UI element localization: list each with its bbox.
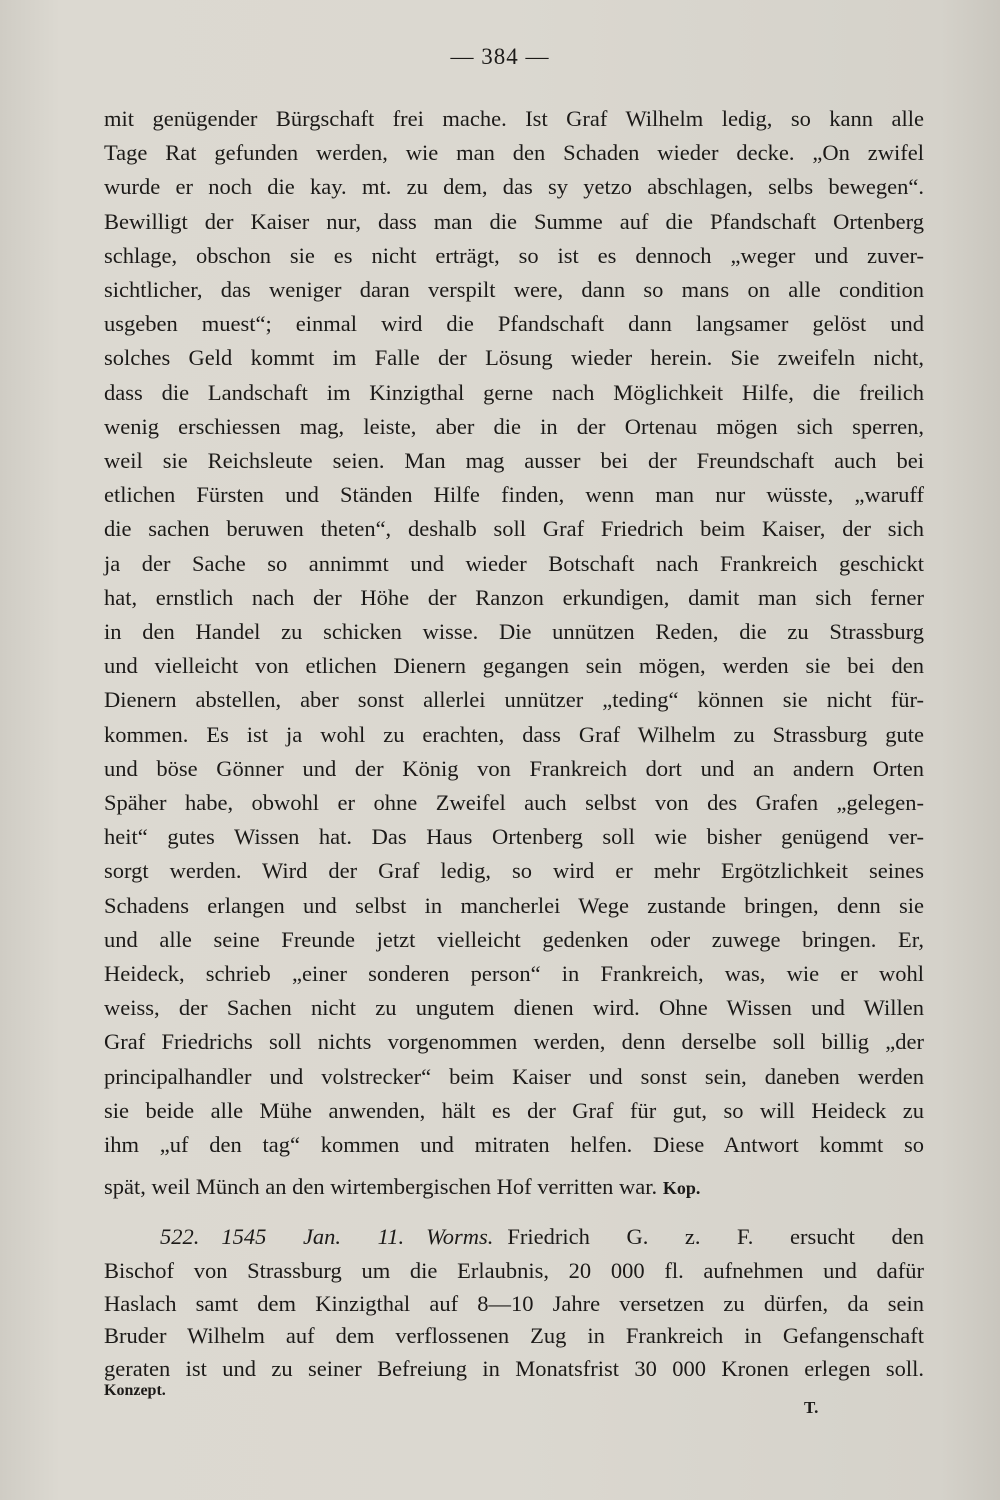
text-line: und alle seine Freunde jetzt vielleicht gedenken oder zuwege bringen. Er,: [104, 926, 924, 952]
text-line: wurde er noch die kay. mt. zu dem, das sy yetzo abschlagen, selbs bewegen“.: [104, 174, 924, 200]
entry-first-line-text: Friedrich G. z. F. ersucht den: [507, 1224, 924, 1249]
text-line: wenig erschiessen mag, leiste, aber die in der Ortenau mögen sich sperren,: [104, 413, 924, 439]
text-line: Schadens erlangen und selbst in mancherlei Wege zustande bringen, denn sie: [104, 892, 924, 918]
text-line: in den Handel zu schicken wisse. Die unnützen Reden, die zu Strassburg: [104, 619, 924, 644]
text-line: solches Geld kommt im Falle der Lösung wieder herein. Sie zweifeln nicht,: [104, 345, 924, 371]
source-note-konzept: Konzept.: [104, 1382, 166, 1399]
text-line: Heideck, schrieb „einer sonderen person“ in Frankreich, was, wie er wohl: [104, 961, 924, 986]
text-line: sichtlicher, das weniger daran verspilt were, dann so mans on alle condition: [104, 277, 924, 302]
text-line: etlichen Fürsten und Ständen Hilfe finden, wenn man nur wüsste, „waruff: [104, 482, 924, 508]
text-line: Dienern abstellen, aber sonst allerlei unnützer „teding“ können sie nicht für-: [104, 687, 924, 713]
entry-text-line: geraten ist und zu seiner Befreiung in Monatsfrist 30 000 Kronen erlegen soll.: [104, 1355, 924, 1381]
paragraph-last-line: [104, 1172, 924, 1203]
text-line: kommen. Es ist ja wohl zu erachten, dass Graf Wilhelm zu Strassburg gute: [104, 721, 924, 747]
entry-place: Worms.: [426, 1224, 494, 1249]
text-line: ihm „uf den tag“ kommen und mitraten helfen. Diese Antwort kommt so: [104, 1132, 924, 1157]
text-line: Tage Rat gefunden werden, wie man den Schaden wieder decke. „On zwifel: [104, 140, 924, 166]
paragraph-last-text: spät, weil Münch an den wirtembergischen Hof verritten war.: [104, 1174, 658, 1199]
text-line: ja der Sache so annimmt und wieder Botschaft nach Frankreich geschickt: [104, 550, 924, 576]
text-line: und böse Gönner und der König von Frankreich dort und an andern Orten: [104, 755, 924, 781]
source-note-kop: Kop.: [662, 1178, 701, 1198]
text-line: sorgt werden. Wird der Graf ledig, so wird er mehr Ergötzlichkeit seines: [104, 858, 924, 884]
text-line: die sachen beruwen theten“, deshalb soll Graf Friedrich beim Kaiser, der sich: [104, 516, 924, 542]
text-line: mit genügender Bürgschaft frei mache. Ist Graf Wilhelm ledig, so kann alle: [104, 106, 924, 131]
text-line: weil sie Reichsleute seien. Man mag ausser bei der Freundschaft auch bei: [104, 448, 924, 473]
entry-heading-line: [104, 1222, 924, 1252]
text-line: hat, ernstlich nach der Höhe der Ranzon erkundigen, damit man sich ferner: [104, 584, 924, 610]
text-line: Bewilligt der Kaiser nur, dass man die Summe auf die Pfandschaft Ortenberg: [104, 208, 924, 234]
entry-text-line: Bruder Wilhelm auf dem verflossenen Zug in Frankreich in Gefangenschaft: [104, 1323, 924, 1348]
text-line: principalhandler und volstrecker“ beim Kaiser und sonst sein, daneben werden: [104, 1063, 924, 1089]
text-line: dass die Landschaft im Kinzigthal gerne nach Möglichkeit Hilfe, die freilich: [104, 379, 924, 405]
entry-date: 1545 Jan. 11.: [221, 1224, 405, 1249]
text-line: usgeben muest“; einmal wird die Pfandschaft dann langsamer gelöst und: [104, 311, 924, 337]
text-line: Späher habe, obwohl er ohne Zweifel auch selbst von des Grafen „gelegen-: [104, 790, 924, 815]
entry-text-line: Haslach samt dem Kinzigthal auf 8—10 Jahre versetzen zu dürfen, da sein: [104, 1290, 924, 1316]
text-line: Graf Friedrichs soll nichts vorgenommen werden, denn derselbe soll billig „der: [104, 1029, 924, 1055]
text-line: heit“ gutes Wissen hat. Das Haus Ortenberg soll wie bisher genügend ver-: [104, 824, 924, 850]
text-line: weiss, der Sachen nicht zu ungutem dienen wird. Ohne Wissen und Willen: [104, 995, 924, 1021]
text-line: und vielleicht von etlichen Dienern gegangen sein mögen, werden sie bei den: [104, 653, 924, 679]
entry-text-line: Bischof von Strassburg um die Erlaubnis, 20 000 fl. aufnehmen und dafür: [104, 1258, 924, 1283]
page-number: — 384 —: [450, 44, 550, 69]
text-line: sie beide alle Mühe anwenden, hält es der Graf für gut, so will Heideck zu: [104, 1097, 924, 1123]
text-line: schlage, obschon sie es nicht erträgt, so ist es dennoch „weger und zuver-: [104, 242, 924, 268]
entry-number: 522.: [160, 1224, 200, 1249]
editor-initial: T.: [804, 1398, 819, 1417]
